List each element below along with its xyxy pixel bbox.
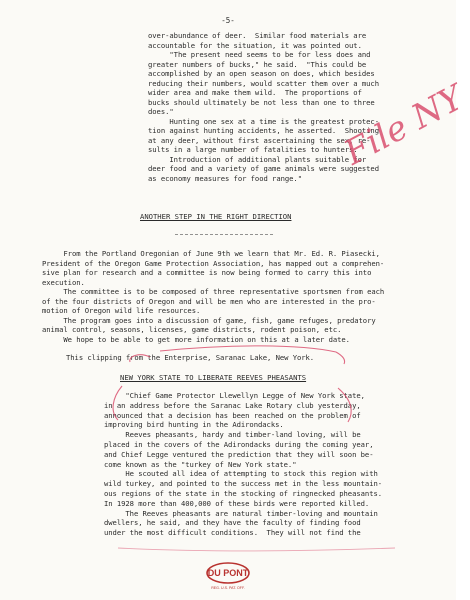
- body-text-line: animal control, seasons, licenses, game districts, rodent poison, etc.: [42, 325, 342, 334]
- body-text-line: reducing their numbers, would scatter them over a much: [148, 78, 379, 88]
- body-text-line: motion of Oregon wild life resources.: [42, 306, 201, 315]
- logo-brand-text: DU PONT: [207, 568, 249, 578]
- body-text-line: at any deer, without first ascertaining the sex, re-: [148, 135, 371, 145]
- body-text-line: in an address before the Saranac Lake Rotary club yesterday,: [104, 400, 361, 410]
- body-text-line: From the Portland Oregonian of June 9th we learn that Mr. Ed. R. Piasecki,: [42, 249, 380, 258]
- body-text-line: as economy measures for food range.": [148, 173, 302, 183]
- body-text-line: Reeves pheasants, hardy and timber-land loving, will be: [104, 430, 361, 440]
- logo-registered-text: REG. U.S. PAT. OFF.: [211, 586, 245, 590]
- body-text-line: wider area and make them wild. The proportions of: [148, 88, 362, 97]
- body-text-line: ous regions of the state in the stocking of ringnecked pheasants.: [104, 489, 383, 498]
- body-text-line: tion against hunting accidents, he asserted. Shooting: [148, 126, 379, 135]
- body-text-line: We hope to be able to get more information on this at a later date.: [42, 334, 350, 344]
- body-text-line: bucks should ultimately be not less than one to three: [148, 97, 375, 107]
- body-text-line: The committee is to be composed of three representative sportsmen from each: [42, 287, 385, 296]
- body-text-line: placed in the covers of the Adirondacks during the coming year,: [104, 440, 374, 449]
- body-text-line: The program goes into a discussion of game, fish, game refuges, predatory: [42, 315, 376, 325]
- clipping-line: This clipping from the Enterprise, Saranac Lake, New York.: [66, 353, 315, 362]
- heading-another-step: ANOTHER STEP IN THE RIGHT DIRECTION: [140, 212, 292, 221]
- body-text-line: come known as the "turkey of New York state.": [104, 459, 297, 469]
- body-text-line: In 1928 more than 400,000 of these birds were reported killed.: [104, 498, 370, 508]
- body-text-line: improving bird hunting in the Adirondacks.: [104, 420, 284, 430]
- body-text-line: He scouted all idea of attempting to stock this region with: [104, 469, 378, 479]
- dupont-logo: [188, 560, 268, 592]
- body-text-line: Introduction of additional plants suitable for: [148, 154, 367, 164]
- body-text-line: "Chief Game Protector Llewellyn Legge of New York state,: [104, 391, 365, 400]
- body-text-line: "The present need seems to be for less does and: [148, 50, 371, 59]
- body-text-line: execution.: [42, 277, 85, 287]
- page-number: -5-: [221, 16, 235, 25]
- body-text-line: greater numbers of bucks," he said. "This could be: [148, 59, 367, 69]
- heading-reeves-pheasants: NEW YORK STATE TO LIBERATE REEVES PHEASANTS: [120, 373, 307, 382]
- body-text-line: under the most difficult conditions. They will not find the: [104, 528, 361, 538]
- body-text-line: wild turkey, and pointed to the success met in the less mountain-: [104, 479, 383, 489]
- body-text-line: sults in a large number of fatalities to hunters.: [148, 145, 358, 154]
- body-text-line: over-abundance of deer. Similar food materials are: [148, 31, 367, 40]
- body-text-line: accountable for the situation, it was pointed out.: [148, 40, 362, 50]
- handwritten-note: File NY: [338, 77, 470, 174]
- body-text-line: and Chief Legge ventured the prediction that they will soon be-: [104, 449, 374, 459]
- body-text-line: accomplished by an open season on does, which besides: [148, 69, 375, 78]
- body-text-line: deer food and a variety of game animals were suggested: [148, 164, 379, 173]
- body-text-line: Hunting one sex at a time is the greatest protec-: [148, 116, 379, 126]
- body-text-line: sive plan for research and a committee is now being formed to carry this into: [42, 268, 372, 277]
- body-text-line: The Reeves pheasants are natural timber-loving and mountain: [104, 508, 378, 518]
- body-text-line: President of the Oregon Game Protection Association, has mapped out a comprehen-: [42, 258, 385, 268]
- body-text-line: dwellers, he said, and they have the faculty of finding food: [104, 518, 361, 528]
- body-text-line: does.": [148, 107, 174, 116]
- body-text-line: of the four districts of Oregon and will be men who are interested in the pro-: [42, 296, 376, 306]
- body-text-line: announced that a decision has been reached on the problem of: [104, 410, 361, 420]
